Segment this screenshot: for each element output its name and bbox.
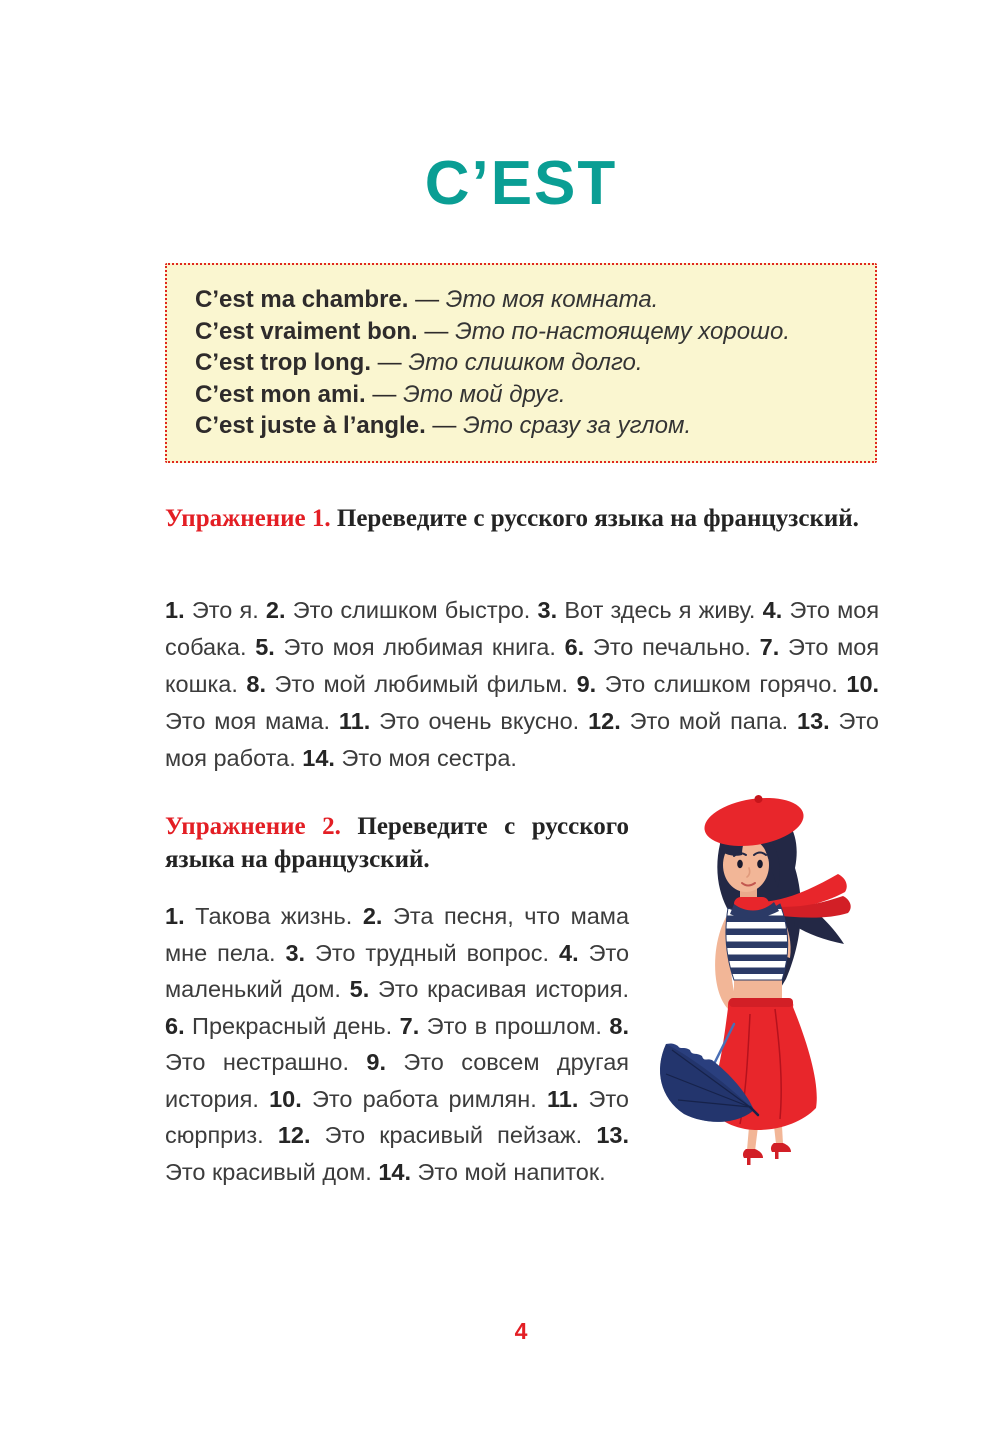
exercise-sentence xyxy=(255,634,556,660)
exercise-sentence xyxy=(266,597,530,623)
exercise-sentence xyxy=(165,597,259,623)
example-french-phrase: C’est mon ami. xyxy=(195,380,366,408)
example-line xyxy=(195,284,847,316)
example-russian-translation: Это сразу за углом. xyxy=(463,412,692,439)
exercise1-heading xyxy=(165,502,879,535)
exercise-sentence xyxy=(302,745,517,771)
sentence-text: Вот здесь я живу. xyxy=(564,597,756,623)
example-russian-translation: Это по-настоящему хорошо. xyxy=(455,317,790,345)
sentence-number: 5. xyxy=(349,976,370,1002)
exercise-sentence xyxy=(285,940,549,966)
sentence-number: 6. xyxy=(564,634,585,660)
exercise-sentence xyxy=(538,597,756,623)
sentence-text: Это очень вкусно. xyxy=(379,708,580,734)
sentence-number: 1. xyxy=(165,597,185,623)
exercise2-heading xyxy=(165,810,629,876)
sentence-text: Это слишком горячо. xyxy=(604,671,838,697)
example-line xyxy=(195,379,847,411)
example-line xyxy=(195,316,847,348)
french-woman-illustration xyxy=(650,792,906,1182)
exercise1-sentence-list xyxy=(165,592,879,777)
sentence-text: Это моя сестра. xyxy=(341,745,517,771)
sentence-text: Это красивый пейзаж. xyxy=(324,1122,583,1148)
sentence-number: 8. xyxy=(246,671,266,697)
sentence-text: Это мой папа. xyxy=(629,708,789,734)
example-separator: — xyxy=(424,317,449,345)
sentence-text: Это совсем другая история. xyxy=(165,1049,630,1112)
examples-box xyxy=(165,263,877,463)
sentence-number: 11. xyxy=(338,708,371,734)
example-separator: — xyxy=(372,380,397,408)
example-line xyxy=(195,347,847,379)
sentence-number: 12. xyxy=(277,1122,311,1148)
sentence-text: Это нестрашно. xyxy=(165,1049,349,1075)
exercise-sentence xyxy=(565,634,751,660)
exercise-sentence xyxy=(278,1122,582,1148)
sentence-number: 2. xyxy=(362,903,383,929)
sentence-text: Это трудный вопрос. xyxy=(315,939,550,966)
example-line xyxy=(195,410,847,442)
sentence-number: 4. xyxy=(559,939,579,966)
sentence-text: Это в прошлом. xyxy=(426,1012,602,1039)
sentence-number: 3. xyxy=(537,597,558,623)
example-french-phrase: C’est vraiment bon. xyxy=(195,317,418,345)
sentence-text: Это моя мама. xyxy=(165,708,331,734)
sentence-number: 3. xyxy=(285,939,306,966)
sentence-text: Это работа римлян. xyxy=(311,1085,537,1112)
exercise1-label: Упражнение 1. xyxy=(165,505,331,532)
french-woman-svg xyxy=(650,792,906,1182)
sentence-number: 14. xyxy=(302,745,335,771)
sentence-number: 8. xyxy=(609,1012,630,1039)
example-russian-translation: Это мой друг. xyxy=(403,380,566,408)
example-french-phrase: C’est juste à l’angle. xyxy=(195,412,426,439)
exercise-sentence xyxy=(165,1013,392,1039)
exercise-sentence xyxy=(577,671,838,697)
sentence-text: Это печально. xyxy=(592,634,751,660)
sentence-text: Это сюрприз. xyxy=(165,1085,630,1148)
exercise2-sentence-list xyxy=(165,898,629,1190)
sentence-number: 5. xyxy=(255,634,275,660)
sentence-number: 2. xyxy=(265,597,286,623)
example-french-phrase: C’est trop long. xyxy=(195,349,371,376)
exercise-sentence xyxy=(588,708,788,734)
sentence-number: 10. xyxy=(846,671,880,697)
sentence-text: Это моя кошка. xyxy=(165,634,880,697)
sentence-text: Такова жизнь. xyxy=(195,903,353,929)
sentence-text: Это слишком быстро. xyxy=(292,597,531,623)
sentence-number: 13. xyxy=(596,1122,629,1148)
exercise1-instruction: Переведите с русского языка на французский. xyxy=(336,505,859,532)
example-separator: — xyxy=(415,286,440,313)
sentence-number: 9. xyxy=(576,671,597,697)
page-title: C’EST xyxy=(424,149,618,218)
example-separator: — xyxy=(432,412,457,439)
sentence-number: 13. xyxy=(797,708,830,734)
sentence-number: 6. xyxy=(165,1012,185,1039)
example-separator: — xyxy=(377,349,402,376)
exercise-sentence xyxy=(165,903,352,929)
sentence-text: Это красивая история. xyxy=(377,976,630,1002)
sentence-number: 1. xyxy=(165,903,185,929)
sentence-text: Это мой напиток. xyxy=(417,1158,606,1185)
exercise2-instruction: Переведите с русского языка на французский. xyxy=(165,813,630,873)
sentence-text: Это мой любимый фильм. xyxy=(274,671,569,697)
sentence-text: Это моя любимая книга. xyxy=(283,634,556,660)
exercise-sentence xyxy=(400,1013,602,1039)
sentence-text: Это моя собака. xyxy=(165,597,880,660)
sentence-number: 11. xyxy=(546,1085,579,1112)
sentence-number: 7. xyxy=(759,634,780,660)
sentence-text: Это маленький дом. xyxy=(165,939,630,1002)
exercise2-label: Упражнение 2. xyxy=(165,813,341,840)
sentence-number: 12. xyxy=(588,708,621,734)
sentence-text: Это моя работа. xyxy=(165,708,880,771)
sentence-number: 9. xyxy=(366,1049,386,1075)
sentence-text: Это красивый дом. xyxy=(165,1158,372,1185)
sentence-text: Это я. xyxy=(191,597,259,623)
sentence-text: Эта песня, что мама мне пела. xyxy=(165,903,630,966)
example-french-phrase: C’est ma chambre. xyxy=(195,286,409,313)
sentence-number: 4. xyxy=(762,597,783,623)
striped-top xyxy=(726,902,788,1002)
exercise-sentence xyxy=(350,976,629,1002)
exercise-sentence xyxy=(246,671,568,697)
sentence-text: Прекрасный день. xyxy=(192,1012,393,1039)
exercise-sentence xyxy=(378,1159,605,1185)
example-russian-translation: Это слишком долго. xyxy=(408,349,643,376)
example-russian-translation: Это моя комната. xyxy=(445,286,659,313)
exercise-sentence xyxy=(339,708,579,734)
exercise-sentence xyxy=(269,1086,537,1112)
exercise2-block xyxy=(165,810,629,1190)
sentence-number: 10. xyxy=(269,1085,302,1112)
sentence-number: 7. xyxy=(399,1012,420,1039)
sentence-number: 14. xyxy=(378,1158,411,1185)
page-number: 4 xyxy=(514,1318,528,1344)
